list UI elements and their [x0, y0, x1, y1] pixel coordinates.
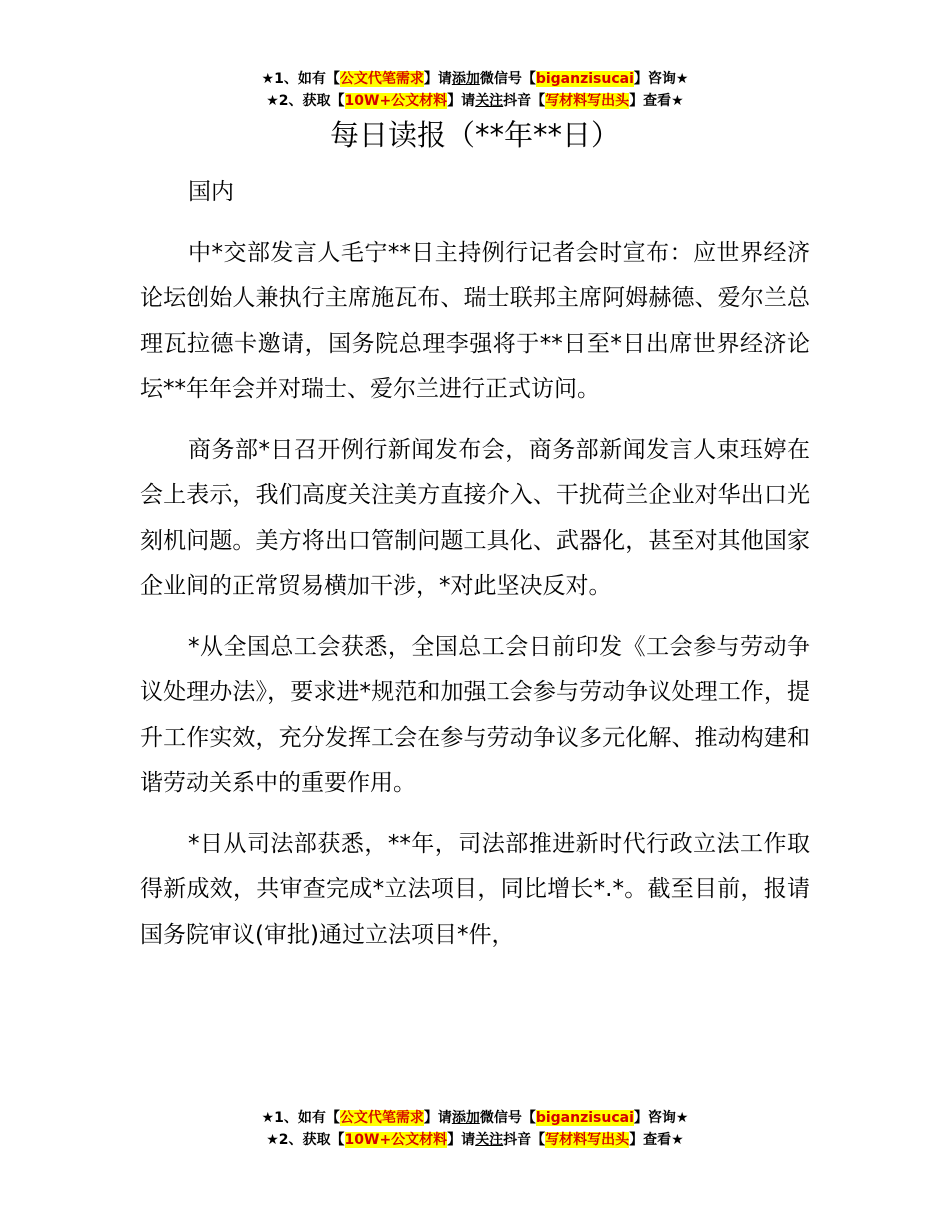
banner-highlight: 10W+公文材料 — [344, 93, 448, 109]
banner-underline: 添加 — [451, 1110, 480, 1126]
banner-highlight: 公文代笔需求 — [339, 71, 424, 87]
banner-underline: 关注 — [475, 93, 504, 109]
page-title: 每日读报（**年**日） — [329, 118, 620, 152]
banner-text: 抖音【 — [503, 1132, 546, 1148]
paragraph: *日从司法部获悉，**年，司法部推进新时代行政立法工作取得新成效，共审查完成*立法项目，同比增长*.*。截至目前，报请国务院审议(审批)通过立法项目*件， — [140, 830, 810, 948]
banner-highlight: biganzisucai — [535, 71, 634, 87]
banner-text: 】请 — [447, 1132, 476, 1148]
banner-text: 】查看★ — [629, 93, 684, 109]
banner-text: ★2、获取【 — [266, 1132, 345, 1148]
banner-underline: 关注 — [475, 1132, 504, 1148]
banner-text: 】咨询★ — [633, 1110, 689, 1126]
paragraph: *从全国总工会获悉，全国总工会日前印发《工会参与劳动争议处理办法》，要求进*规范和加强工会参与劳动争议处理工作，提升工作实效，充分发挥工会在参与劳动争议多元化解、推动构建和谐劳动关系中的重要作用。 — [140, 633, 810, 796]
section-heading: 国内 — [188, 179, 234, 205]
banner-line-1 — [0, 68, 950, 90]
banner-text: 】请 — [423, 1110, 452, 1126]
banner-highlight: 写材料写出头 — [545, 1132, 630, 1148]
paragraph: 商务部*日召开例行新闻发布会，商务部新闻发言人束珏婷在会上表示，我们高度关注美方直接介入、干扰荷兰企业对华出口光刻机问题。美方将出口管制问题工具化、武器化，甚至对其他国家企业间的正常贸易横加干涉，*对此坚决反对。 — [140, 436, 810, 599]
banner-text: ★1、如有【 — [261, 1110, 340, 1126]
banner-text: 】查看★ — [629, 1132, 684, 1148]
paragraph: 中*交部发言人毛宁**日主持例行记者会时宣布：应世界经济论坛创始人兼执行主席施瓦布、瑞士联邦主席阿姆赫德、爱尔兰总理瓦拉德卡邀请，国务院总理李强将于**日至*日出席世界经济论坛**年年会并对瑞士、爱尔兰进行正式访问。 — [140, 239, 810, 402]
banner-highlight: 公文代笔需求 — [339, 1110, 424, 1126]
footer-banner — [0, 1107, 950, 1151]
document-body — [140, 170, 810, 973]
banner-text: 微信号【 — [479, 71, 536, 87]
banner-text: 】咨询★ — [633, 71, 689, 87]
banner-text: 】请 — [423, 71, 452, 87]
banner-text: ★1、如有【 — [261, 71, 340, 87]
banner-line-2 — [0, 1129, 950, 1151]
banner-text: 抖音【 — [503, 93, 546, 109]
banner-line-2 — [0, 90, 950, 112]
banner-underline: 添加 — [451, 71, 480, 87]
header-banner — [0, 68, 950, 112]
banner-highlight: 10W+公文材料 — [344, 1132, 448, 1148]
banner-text: 微信号【 — [479, 1110, 536, 1126]
banner-text: 】请 — [447, 93, 476, 109]
banner-highlight: biganzisucai — [535, 1110, 634, 1126]
banner-highlight: 写材料写出头 — [545, 93, 630, 109]
banner-line-1 — [0, 1107, 950, 1129]
banner-text: ★2、获取【 — [266, 93, 345, 109]
